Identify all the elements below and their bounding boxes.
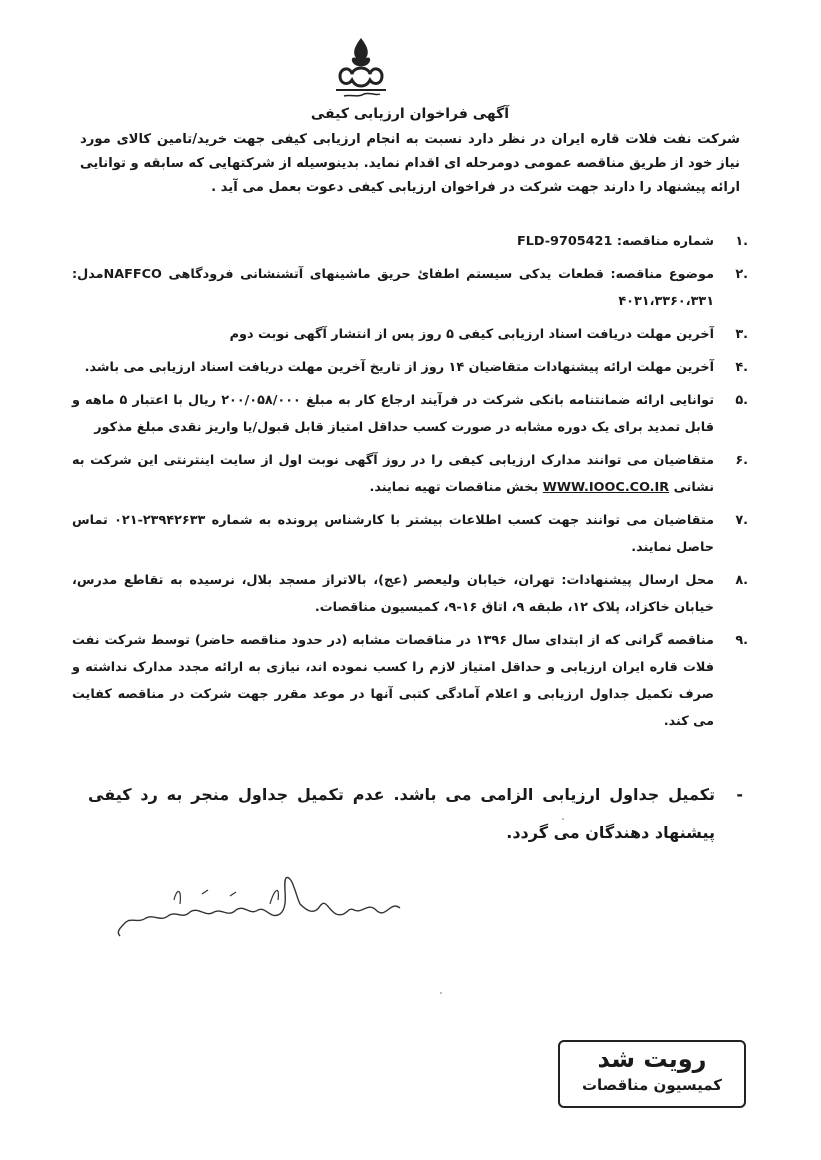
brand-name: NAFFCO (103, 267, 162, 282)
item-label: موضوع مناقصه: قطعات یدکی سیستم اطفائ حریق ماشینهای آتشنشانی فرودگاهی (161, 267, 714, 282)
scan-speck (562, 818, 564, 820)
list-item (72, 261, 748, 315)
item-number: .۷ (735, 513, 748, 528)
item-text: متقاضیان می توانند جهت کسب اطلاعات بیشتر با کارشناس پرونده به شماره ۲۳۹۴۲۶۳۳-۰۲۱ تماس حاصل نمایند. (72, 513, 714, 555)
item-text (72, 228, 714, 255)
requirements-list (72, 228, 748, 735)
mandatory-notice (88, 776, 743, 852)
notice-text: تکمیل جداول ارزیابی الزامی می باشد. عدم تکمیل جداول منجر به رد کیفی پیشنهاد دهندگان می گردد. (88, 785, 715, 842)
stamp-line1: رویت شد (597, 1045, 707, 1073)
item-number: .۴ (735, 360, 748, 375)
model-numbers: مدل: ۴۰۳۱،۳۳۶۰،۳۳۱ (72, 267, 714, 309)
list-item (72, 567, 748, 621)
item-number: .۳ (735, 327, 748, 342)
list-item (72, 447, 748, 501)
stamp-line2: کمیسیون مناقصات (581, 1076, 723, 1094)
item-text (72, 447, 714, 501)
item-text: آخرین مهلت دریافت اسناد ارزیابی کیفی ۵ روز پس از انتشار آگهی نوبت دوم (229, 327, 714, 342)
item-number: .۸ (735, 573, 748, 588)
item-text: توانایی ارائه ضمانتنامه بانکی شرکت در فرآیند ارجاع کار به مبلغ ۲۰۰/۰۵۸/۰۰۰ ریال با اعتبار ۵ ماهه و قابل تمدید برای یک دوره مشابه در صورت کسب حداقل امتیاز قابل قبول/یا واریز نقدی مبلغ مذکور (72, 393, 715, 435)
handwritten-signature (110, 870, 410, 940)
item-number: .۵ (735, 393, 748, 408)
list-item (72, 507, 748, 561)
item-label-tail: بخش مناقصات تهیه نمایند. (369, 480, 543, 495)
item-label: شماره مناقصه: (612, 234, 714, 249)
item-number: .۹ (735, 633, 748, 648)
website-link[interactable]: WWW.IOOC.CO.IR (542, 480, 670, 495)
item-number: .۶ (735, 453, 748, 468)
received-stamp (558, 1040, 746, 1108)
list-item (72, 387, 748, 441)
nioc-flame-logo-icon (330, 36, 392, 108)
page-title: آگهی فراخوان ارزیابی کیفی (310, 106, 510, 122)
scan-speck (440, 992, 442, 994)
item-text: آخرین مهلت ارائه پیشنهادات متقاضیان ۱۴ روز از تاریخ آخرین مهلت دریافت اسناد ارزیابی می باشد. (84, 360, 714, 375)
list-item (72, 321, 748, 348)
intro-paragraph: شرکت نفت فلات قاره ایران در نظر دارد نسبت به انجام ارزیابی کیفی جهت خرید/تامین کالای مورد نیاز خود از طریق مناقصه عمومی دومرحله ای اقدام نماید. بدینوسیله از شرکتهایی که سابقه و توانایی ارائه پیشنهاد را دارند جهت شرکت در فراخوان ارزیابی کیفی دعوت بعمل می آید . (80, 132, 740, 195)
item-label: متقاضیان می توانند مدارک ارزیابی کیفی را در روز آگهی نوبت اول از سایت اینترنتی این شرکت به نشانی (72, 453, 714, 495)
item-text: محل ارسال پیشنهادات: تهران، خیابان ولیعصر (عج)، بالاتراز مسجد بلال، نرسیده به تقاطع مدرس، خیابان خاکزاد، پلاک ۱۲، طبقه ۹، اتاق ۱۶-۹، کمیسیون مناقصات. (72, 573, 714, 615)
item-number: .۱ (735, 234, 748, 249)
list-item (72, 627, 748, 735)
list-item (72, 228, 748, 255)
item-text: مناقصه گرانی که از ابتدای سال ۱۳۹۶ در مناقصات مشابه (در حدود مناقصه حاضر) توسط شرکت نفت فلات قاره ایران ارزیابی و حداقل امتیاز لازم را کسب نموده اند، نیازی به ارائه مجدد مدارک نداشته و صرف تکمیل جداول ارزیابی و اعلام آمادگی کتبی آنها در موعد مقرر جهت شرکت در مناقصه کفایت می کند. (72, 633, 714, 729)
item-number: .۲ (735, 267, 748, 282)
list-item (72, 354, 748, 381)
notice-dash: - (736, 785, 743, 804)
item-text (72, 261, 714, 315)
tender-number: FLD-9705421 (516, 234, 613, 249)
